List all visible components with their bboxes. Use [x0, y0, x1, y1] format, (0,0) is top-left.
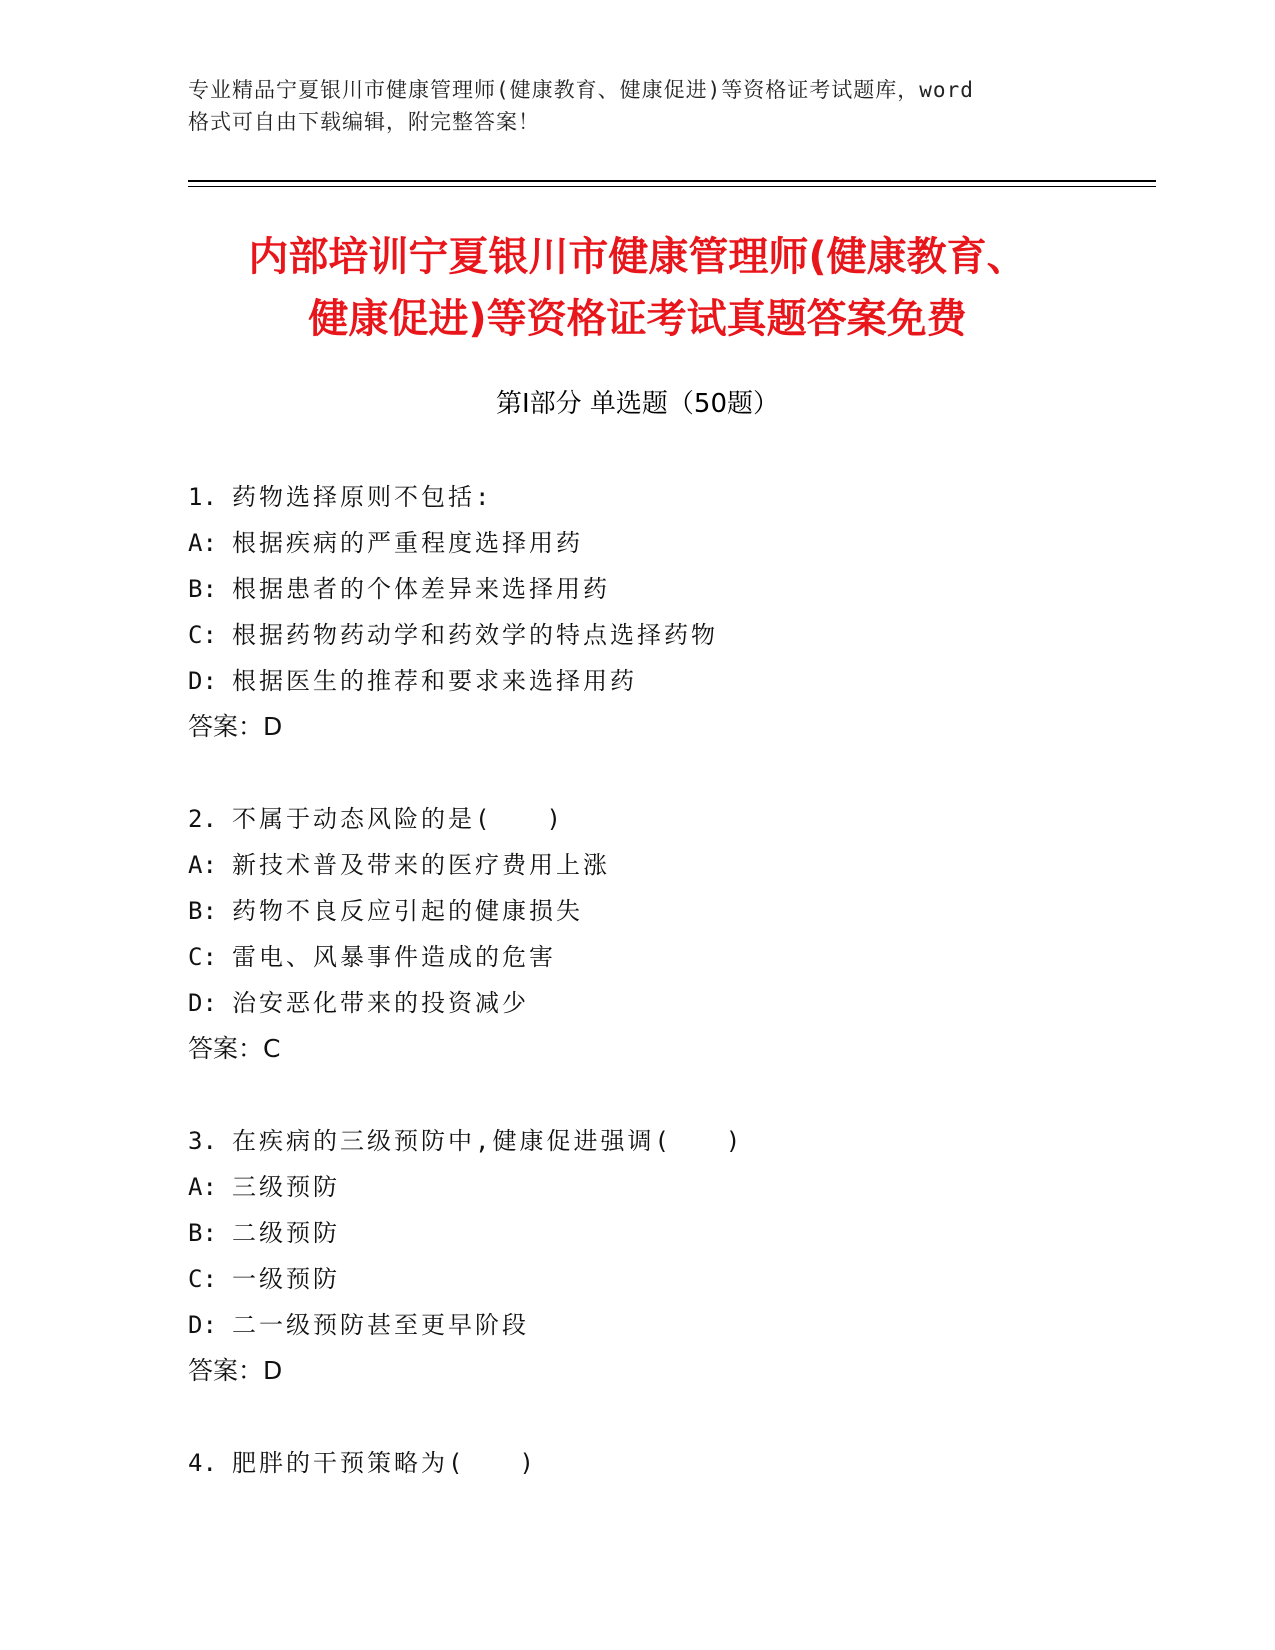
- option-label: A:: [188, 851, 217, 879]
- option-label: D:: [188, 1311, 217, 1339]
- header-note: [188, 74, 1058, 138]
- option-text: 二一级预防甚至更早阶段: [232, 1311, 529, 1339]
- option-text: 根据患者的个体差异来选择用药: [232, 575, 610, 603]
- question-text: 在疾病的三级预防中,健康促进强调( ): [232, 1127, 744, 1155]
- option-d: [188, 658, 1148, 704]
- option-label: C:: [188, 1265, 217, 1293]
- option-label: B:: [188, 897, 217, 925]
- question-stem: [188, 474, 1148, 520]
- question-3: [188, 1118, 1148, 1394]
- option-text: 新技术普及带来的医疗费用上涨: [232, 851, 610, 879]
- document-title-line-2: 健康促进)等资格证考试真题答案免费: [308, 296, 967, 342]
- answer: 答案：C: [188, 1034, 281, 1063]
- question-number: 1.: [188, 483, 217, 511]
- question-text: 不属于动态风险的是( ): [232, 805, 564, 833]
- option-label: C:: [188, 621, 217, 649]
- option-d: [188, 980, 1148, 1026]
- option-a: [188, 520, 1148, 566]
- option-b: [188, 1210, 1148, 1256]
- answer: 答案：D: [188, 712, 283, 741]
- question-list: [188, 474, 1148, 1532]
- question-number: 4.: [188, 1449, 217, 1477]
- option-text: 根据药物药动学和药效学的特点选择药物: [232, 621, 718, 649]
- question-1: [188, 474, 1148, 750]
- option-text: 雷电、风暴事件造成的危害: [232, 943, 556, 971]
- option-label: B:: [188, 575, 217, 603]
- option-text: 药物不良反应引起的健康损失: [232, 897, 583, 925]
- header-note-line-2: 格式可自由下载编辑，附完整答案！: [188, 110, 540, 134]
- question-number: 2.: [188, 805, 217, 833]
- option-a: [188, 1164, 1148, 1210]
- question-stem: [188, 1118, 1148, 1164]
- option-label: A:: [188, 1173, 217, 1201]
- option-c: [188, 934, 1148, 980]
- header-rule-thick: [188, 180, 1156, 182]
- option-text: 根据疾病的严重程度选择用药: [232, 529, 583, 557]
- option-d: [188, 1302, 1148, 1348]
- option-a: [188, 842, 1148, 888]
- question-2: [188, 796, 1148, 1072]
- question-4: [188, 1440, 1148, 1486]
- document-title: [160, 226, 1115, 350]
- option-text: 治安恶化带来的投资减少: [232, 989, 529, 1017]
- section-title: 第Ⅰ部分 单选题（50题）: [495, 389, 780, 419]
- option-b: [188, 566, 1148, 612]
- option-label: A:: [188, 529, 217, 557]
- question-stem: [188, 796, 1148, 842]
- header-rule-thin: [188, 186, 1156, 187]
- option-text: 一级预防: [232, 1265, 340, 1293]
- option-c: [188, 1256, 1148, 1302]
- option-label: C:: [188, 943, 217, 971]
- option-b: [188, 888, 1148, 934]
- document-title-line-1: 内部培训宁夏银川市健康管理师(健康教育、: [248, 234, 1027, 280]
- option-c: [188, 612, 1148, 658]
- question-number: 3.: [188, 1127, 217, 1155]
- option-text: 根据医生的推荐和要求来选择用药: [232, 667, 637, 695]
- option-label: B:: [188, 1219, 217, 1247]
- question-text: 肥胖的干预策略为( ): [232, 1449, 537, 1477]
- question-text: 药物选择原则不包括:: [232, 483, 493, 511]
- option-label: D:: [188, 989, 217, 1017]
- option-label: D:: [188, 667, 217, 695]
- option-text: 二级预防: [232, 1219, 340, 1247]
- option-text: 三级预防: [232, 1173, 340, 1201]
- header-note-line-1: 专业精品宁夏银川市健康管理师(健康教育、健康促进)等资格证考试题库，word: [188, 78, 974, 102]
- answer: 答案：D: [188, 1356, 283, 1385]
- question-stem: [188, 1440, 1148, 1486]
